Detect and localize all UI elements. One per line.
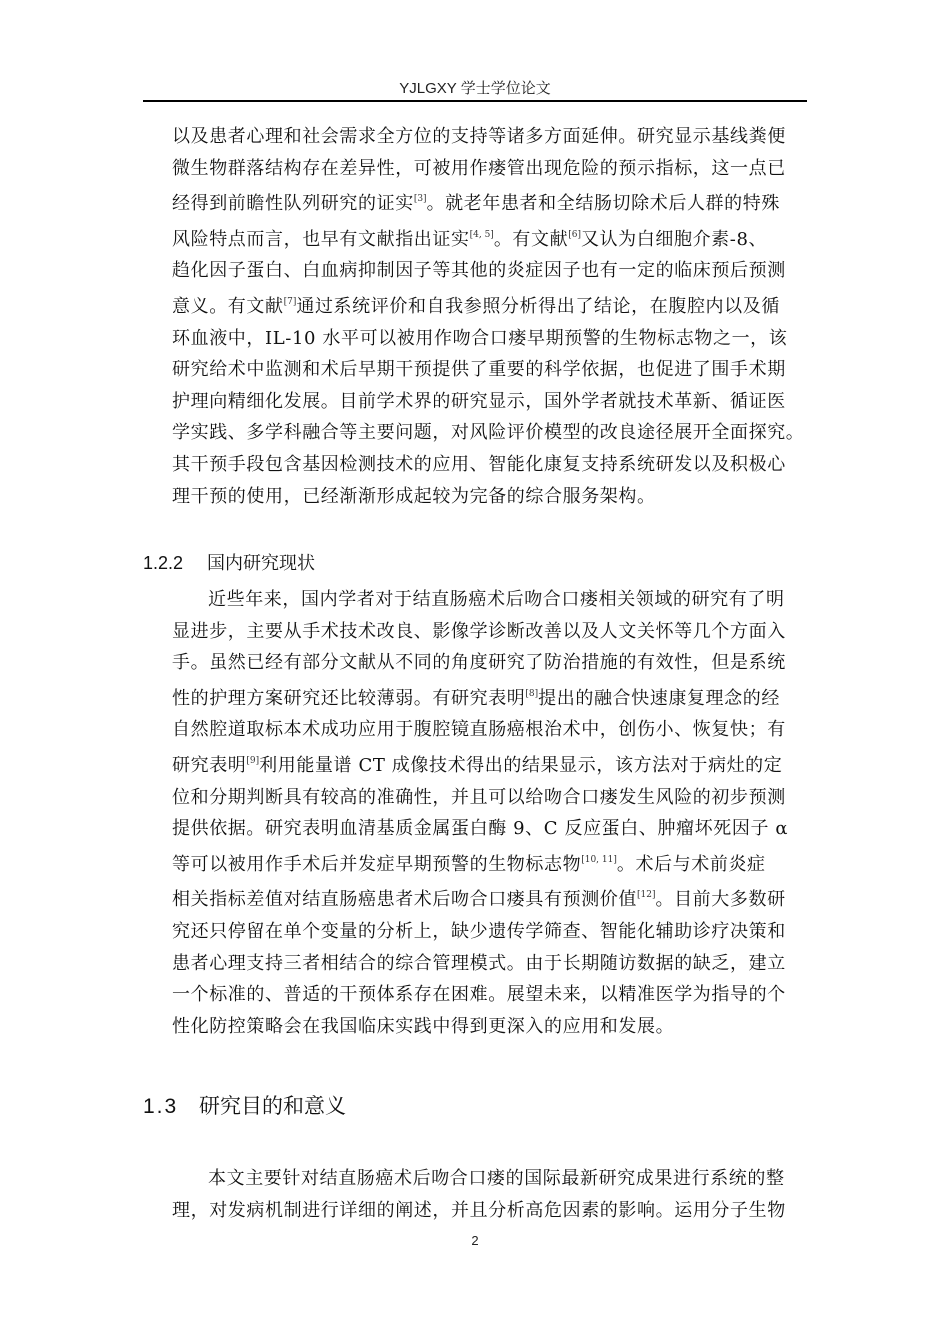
text-run: 又认为白细胞介素-8、 <box>580 228 768 250</box>
text-run: 提出的融合快速康复理念的经 <box>538 687 780 709</box>
text-line: 究还只停留在单个变量的分析上，缺少遗传学筛查、智能化辅助诊疗决策和 <box>172 920 786 942</box>
text-line <box>172 184 812 220</box>
text-line: 一个标准的、普适的干预体系存在困难。展望未来，以精准医学为指导的个 <box>172 984 786 1006</box>
section-number: 1.2.2 <box>143 553 184 573</box>
text-line: 性化防控策略会在我国临床实践中得到更深入的应用和发展。 <box>172 1015 675 1037</box>
text-line: 学实践、多学科融合等主要问题，对风险评价模型的改良途径展开全面探究。 <box>172 422 805 444</box>
body-paragraph-3 <box>172 1163 812 1226</box>
text-line: 研究给术中监测和术后早期干预提供了重要的科学依据，也促进了围手术期 <box>172 359 786 381</box>
text-line: 患者心理支持三者相结合的综合管理模式。由于长期随访数据的缺乏，建立 <box>172 952 786 974</box>
text-run: 性的护理方案研究还比较薄弱。有研究表明 <box>172 687 526 709</box>
text-run: 。目前大多数研 <box>655 889 786 911</box>
text-run: 等可以被用作手术后并发症早期预警的生物标志物 <box>172 853 582 875</box>
text-run: 意义。有文献 <box>172 295 284 317</box>
text-line: 以及患者心理和社会需求全方位的支持等诸多方面延伸。研究显示基线粪便 <box>172 126 786 147</box>
text-run: 通过系统评价和自我参照分析得出了结论，在腹腔内以及循 <box>296 295 780 317</box>
section-number: 1.3 <box>143 1095 179 1118</box>
text-line: 环血液中，IL-10 水平可以被用作吻合口瘘早期预警的生物标志物之一，该 <box>172 327 788 349</box>
text-line <box>172 880 812 916</box>
citation-ref: [7] <box>283 296 297 307</box>
citation-ref: [10, 11] <box>581 854 617 865</box>
citation-ref: [3] <box>413 194 427 205</box>
section-title: 国内研究现状 <box>207 553 315 574</box>
text-line: 理干预的使用，已经渐渐形成起较为完备的综合服务架构。 <box>172 485 656 507</box>
text-line <box>172 746 812 782</box>
citation-ref: [8] <box>525 688 539 699</box>
citation-ref: [12] <box>637 890 656 901</box>
text-line: 趋化因子蛋白、白血病抑制因子等其他的炎症因子也有一定的临床预后预测 <box>172 260 786 282</box>
text-line: 其干预手段包含基因检测技术的应用、智能化康复支持系统研发以及积极心 <box>172 453 786 475</box>
text-run: 利用能量谱 CT 成像技术得出的结果显示，该方法对于病灶的定 <box>259 754 783 776</box>
text-run: 经得到前瞻性队列研究的证实 <box>172 193 414 215</box>
text-run: 相关指标差值对结直肠癌患者术后吻合口瘘具有预测价值 <box>172 889 637 911</box>
text-line: 微生物群落结构存在差异性，可被用作瘘管出现危险的预示指标，这一点已 <box>172 157 786 179</box>
text-line: 提供依据。研究表明血清基质金属蛋白酶 9、C 反应蛋白、肿瘤坏死因子 α <box>172 818 789 840</box>
text-line <box>172 845 812 881</box>
section-heading-1-3 <box>143 1090 346 1120</box>
text-line: 理，对发病机制进行详细的阐述，并且分析高危因素的影响。运用分子生物 <box>172 1199 786 1221</box>
text-line <box>172 220 812 256</box>
citation-ref: [4, 5] <box>469 229 494 240</box>
text-run: 研究表明 <box>172 754 247 776</box>
section-heading-1-2-2 <box>143 549 315 575</box>
section-title: 研究目的和意义 <box>199 1094 346 1118</box>
text-line: 护理向精细化发展。目前学术界的研究显示，国外学者就技术革新、循证医 <box>172 390 786 412</box>
text-line: 位和分期判断具有较高的准确性，并且可以给吻合口瘘发生风险的初步预测 <box>172 786 786 808</box>
text-line: 本文主要针对结直肠癌术后吻合口瘘的国际最新研究成果进行系统的整 <box>208 1168 785 1189</box>
header-rule <box>143 100 807 102</box>
text-line: 显进步，主要从手术技术改良、影像学诊断改善以及人文关怀等几个方面入 <box>172 620 786 642</box>
running-header: YJLGXY 学士学位论文 <box>399 80 551 97</box>
text-run: 。术后与术前炎症 <box>616 853 766 875</box>
citation-ref: [9] <box>246 755 260 766</box>
text-run: 风险特点而言，也早有文献指出证实 <box>172 228 470 250</box>
text-line: 近些年来，国内学者对于结直肠癌术后吻合口瘘相关领域的研究有了明 <box>208 589 785 610</box>
text-run: 。有文献 <box>493 228 569 250</box>
page-number: 2 <box>471 1233 479 1248</box>
body-paragraph-2 <box>172 584 812 1042</box>
text-line: 手。虽然已经有部分文献从不同的角度研究了防治措施的有效性，但是系统 <box>172 652 786 674</box>
citation-ref: [6] <box>568 229 581 240</box>
text-line <box>172 287 812 323</box>
body-paragraph-1 <box>172 121 812 512</box>
text-run: 。就老年患者和全结肠切除术后人群的特殊 <box>426 193 780 215</box>
text-line: 自然腔道取标本术成功应用于腹腔镜直肠癌根治术中，创伤小、恢复快；有 <box>172 719 786 741</box>
text-line <box>172 679 812 715</box>
